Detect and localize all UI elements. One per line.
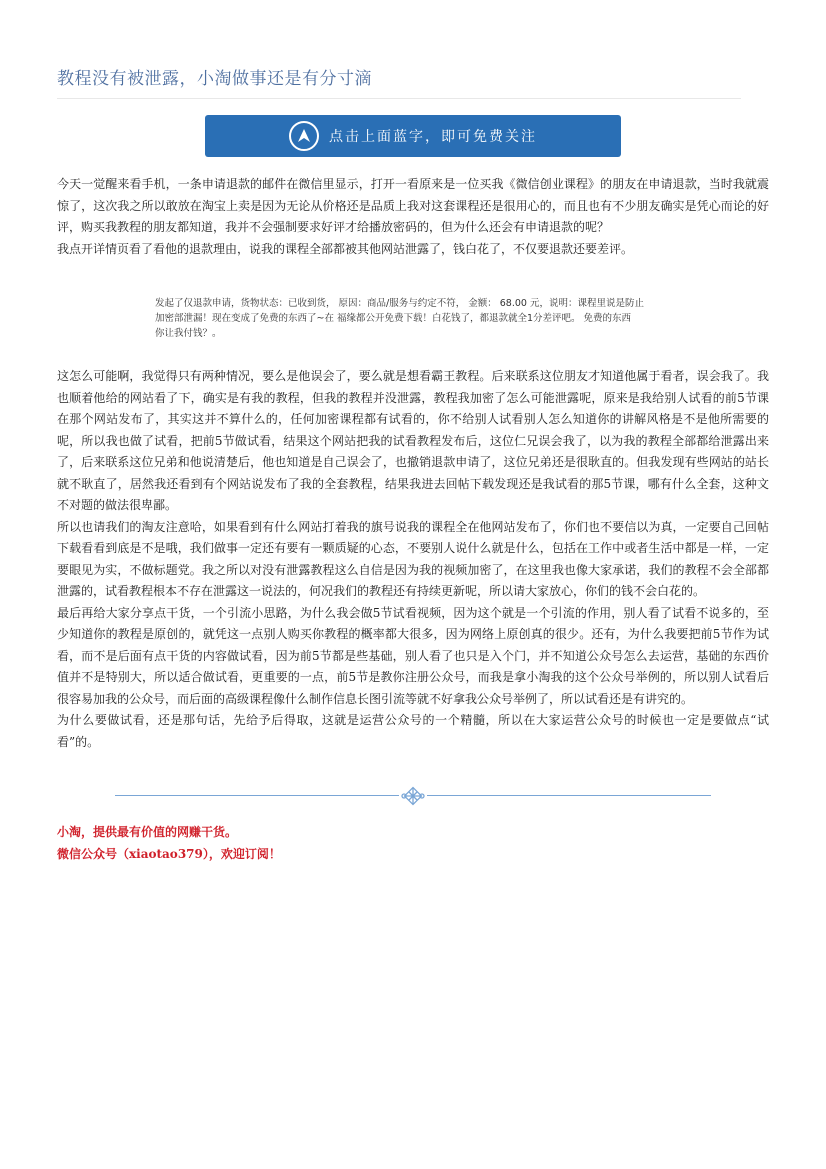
refund-notice-line: 你让我付钱？。 (155, 328, 222, 339)
paragraph: 所以也请我们的淘友注意哈，如果看到有什么网站打着我的旗号说我的课程全在他网站发布了，你们也不要信以为真，一定要自己回帖下载看看到底是不是哦，我们做事一定还有要有一颗质疑的心态，不要别人说什么就是什么，包括在工作中或者生活中都是一样，一定要眼见为实，不做标题党。我之所以对没有泄露教程这么自信是因为我的视频加密了，在这里我也像大家承诺，我们的教程不会全部都泄露的，试看教程根本不存在泄露这一说法的，何况我们的教程还有持续更新呢，所以请大家放心，你们的钱不会白花的。 (57, 519, 769, 598)
refund-notice-screenshot (155, 296, 685, 341)
article-title: 教程没有被泄露，小淘做事还是有分寸滴 (57, 69, 372, 89)
paragraph: 最后再给大家分享点干货，一个引流小思路，为什么我会做5节试看视频，因为这个就是一个引流的作用，别人看了试看不说多的，至少知道你的教程是原创的，就凭这一点别人购买你教程的概率都大很多，因为网络上原创真的很少。还有，为什么我要把前5节作为试看，而不是后面有点干货的内容做试看，因为前5节都是些基础，别人看了也只是入个门，并不知道公众号怎么去运营，基础的东西价值并不是特别大，所以适合做试看，更重要的一点，前5节是教你注册公众号，而我是拿小淘我的这个公众号举例的，所以别人试看后很容易加我的公众号，而后面的高级课程像什么制作信息长图引流等就不好拿我公众号举例了，所以试看还是有讲究的。 (57, 605, 769, 706)
follow-banner-button[interactable] (205, 115, 621, 157)
refund-notice-line: 发起了仅退款申请，货物状态：已收到货， 原因：商品/服务与约定不符， 金额： 68.00 元，说明：课程里说是防止 (155, 298, 644, 309)
signature-tagline: 小淘，提供最有价值的网赚干货。 (57, 825, 238, 839)
follow-banner-label: 点击上面蓝字，即可免费关注 (329, 129, 537, 145)
up-arrow-circle-icon (289, 121, 319, 151)
divider-line-right (427, 795, 711, 796)
paragraph: 今天一觉醒来看手机，一条申请退款的邮件在微信里显示，打开一看原来是一位买我《微信创业课程》的朋友在申请退款，当时我就震惊了，这次我之所以敢放在淘宝上卖是因为无论从价格还是品质上我对这套课程还是很用心的，而且也有不少朋友确实是凭心而论的好评，购买我教程的朋友都知道，我并不会强制要求好评才给播放密码的，但为什么还会有申请退款的呢？ (57, 177, 769, 234)
article-body (57, 366, 769, 753)
article-intro (57, 174, 769, 260)
paragraph: 我点开详情页看了看他的退款理由，说我的课程全部都被其他网站泄露了，钱白花了，不仅要退款还要差评。 (57, 241, 634, 256)
paragraph: 这怎么可能啊，我觉得只有两种情况，要么是他误会了，要么就是想看霸王教程。后来联系这位朋友才知道他属于看者，误会我了。我也顺着他给的网站看了下，确实是有我的教程，但我的教程并没泄露，教程我加密了怎么可能泄露呢，原来是我给别人试看的前5节课在那个网站发布了，其实这并不算什么的，任何加密课程都有试看的，你不给别人试看别人怎么知道你的讲解风格是不是他所需要的呢，所以我也做了试看，把前5节做试看，结果这个网站把我的试看教程发布后，这位仁兄误会我了，以为我的教程全部都给泄露出来了，后来联系这位兄弟和他说清楚后，他也知道是自己误会了，也撤销退款申请了，这位兄弟还是很耿直的。但我发现有些网站的站长就不耿直了，居然我还看到有个网站说发布了我的全套教程，结果我进去回帖下载发现还是我试看的那5节课，哪有什么全套，这种文不对题的做法很卑鄙。 (57, 369, 769, 512)
section-divider (115, 785, 711, 807)
paragraph: 为什么要做试看，还是那句话，先给予后得取，这就是运营公众号的一个精髓，所以在大家运营公众号的时候也一定是要做点“试看”的。 (57, 713, 769, 749)
refund-notice-line: 加密部泄漏！现在变成了免费的东西了~在 福缘都公开免费下载！白花钱了，都退款就全1分差评吧。 免费的东西 (155, 313, 632, 324)
title-divider (57, 98, 741, 99)
signature-subscribe: 微信公众号（xiaotao379），欢迎订阅！ (57, 847, 281, 861)
divider-line-left (115, 795, 399, 796)
signature-block (57, 821, 557, 865)
chinese-knot-icon (401, 785, 425, 807)
